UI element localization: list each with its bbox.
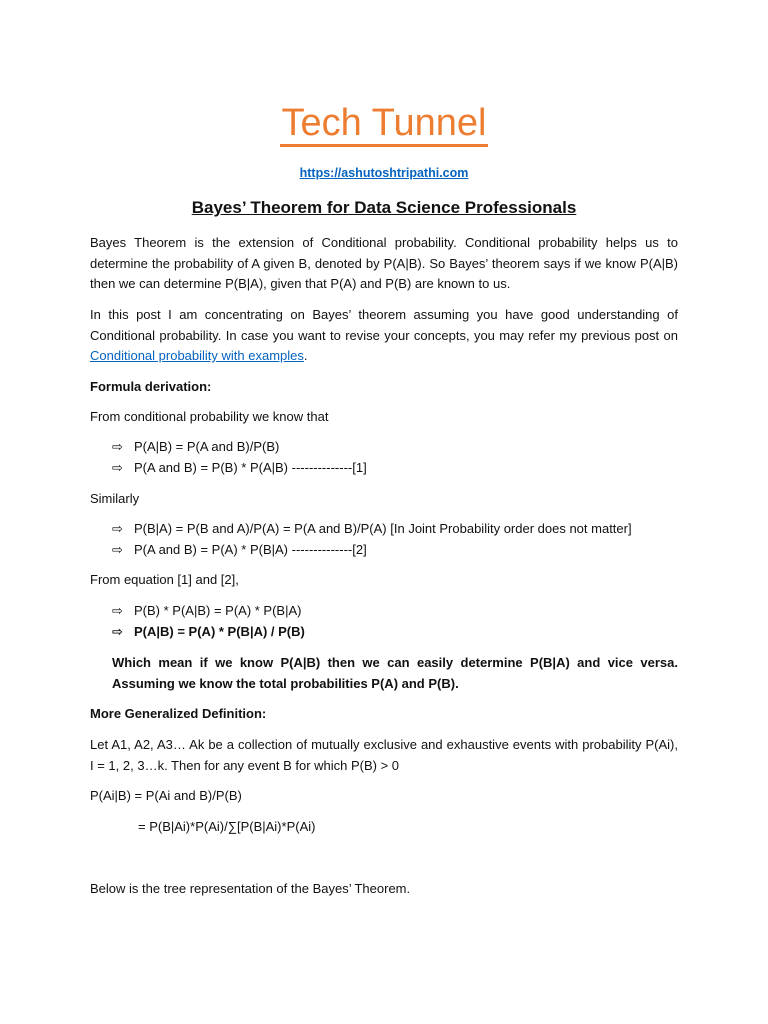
article-heading: Bayes’ Theorem for Data Science Professionals xyxy=(191,198,577,217)
right-arrow-icon: ⇨ xyxy=(112,623,123,639)
right-arrow-icon: ⇨ xyxy=(112,541,123,557)
right-arrow-icon: ⇨ xyxy=(112,521,123,536)
site-title-text: Tech Tunnel xyxy=(280,102,489,147)
list-item xyxy=(112,601,305,622)
from-conditional-text: From conditional probability we know that xyxy=(90,409,329,424)
list-item-text: P(B) * P(A|B) = P(A) * P(B|A) xyxy=(134,603,302,618)
site-title xyxy=(0,98,768,148)
list-item-text: P(B|A) = P(B and A)/P(A) = P(A and B)/P(A) [In Joint Probability order does not matter] xyxy=(134,521,632,536)
list-item xyxy=(112,458,367,479)
conditional-probability-link[interactable]: Conditional probability with examples xyxy=(90,348,304,363)
list-item xyxy=(112,437,367,458)
derivation-list-3 xyxy=(112,601,305,642)
formula-derivation-heading: Formula derivation: xyxy=(90,379,212,394)
list-item-text: P(A and B) = P(B) * P(A|B) --------------[1] xyxy=(134,459,367,475)
derivation-list-2 xyxy=(112,519,632,560)
formula-line-1: P(Ai|B) = P(Ai and B)/P(B) xyxy=(90,788,242,803)
intro-paragraph: Bayes Theorem is the extension of Conditional probability. Conditional probability helps us to determine the probability of A given B, denoted by P(A|B). So Bayes’ theorem says if we know P(A|B) then we can determine P(B|A), given that P(A) and P(B) are known to us. xyxy=(90,235,678,291)
list-item-text: P(A|B) = P(A and B)/P(B) xyxy=(134,439,280,454)
derivation-list-1 xyxy=(112,437,367,478)
site-url-link[interactable]: https://ashutoshtripathi.com xyxy=(299,166,469,180)
right-arrow-icon: ⇨ xyxy=(112,603,123,618)
tree-representation-text: Below is the tree representation of the Bayes’ Theorem. xyxy=(90,881,411,896)
list-item xyxy=(112,622,305,643)
right-arrow-icon: ⇨ xyxy=(112,439,123,454)
generalized-heading: More Generalized Definition: xyxy=(90,706,267,721)
formula-line-2: = P(B|Ai)*P(Ai)/∑[P(B|Ai)*P(Ai) xyxy=(138,819,316,834)
list-item-text: P(A and B) = P(A) * P(B|A) --------------[2] xyxy=(134,541,367,557)
second-paragraph-end: . xyxy=(303,348,308,363)
list-item xyxy=(112,540,632,561)
second-paragraph-text: In this post I am concentrating on Bayes’ theorem assuming you have good understanding of Conditional probability. In case you want to revise your concepts, you may refer my previous post on xyxy=(90,307,678,343)
bayes-note: Which mean if we know P(A|B) then we can easily determine P(B|A) and vice versa. Assuming we know the total probabilities P(A) and P(B). xyxy=(112,655,678,691)
right-arrow-icon: ⇨ xyxy=(112,459,123,475)
from-equation-text: From equation [1] and [2], xyxy=(90,572,239,587)
second-paragraph xyxy=(90,305,678,367)
generalized-paragraph: Let A1, A2, A3… Ak be a collection of mutually exclusive and exhaustive events with probability P(Ai), I = 1, 2, 3…k. Then for any event B for which P(B) > 0 xyxy=(90,737,678,773)
bayes-formula-text: P(A|B) = P(A) * P(B|A) / P(B) xyxy=(134,623,305,639)
similarly-text: Similarly xyxy=(90,491,140,506)
list-item xyxy=(112,519,632,540)
